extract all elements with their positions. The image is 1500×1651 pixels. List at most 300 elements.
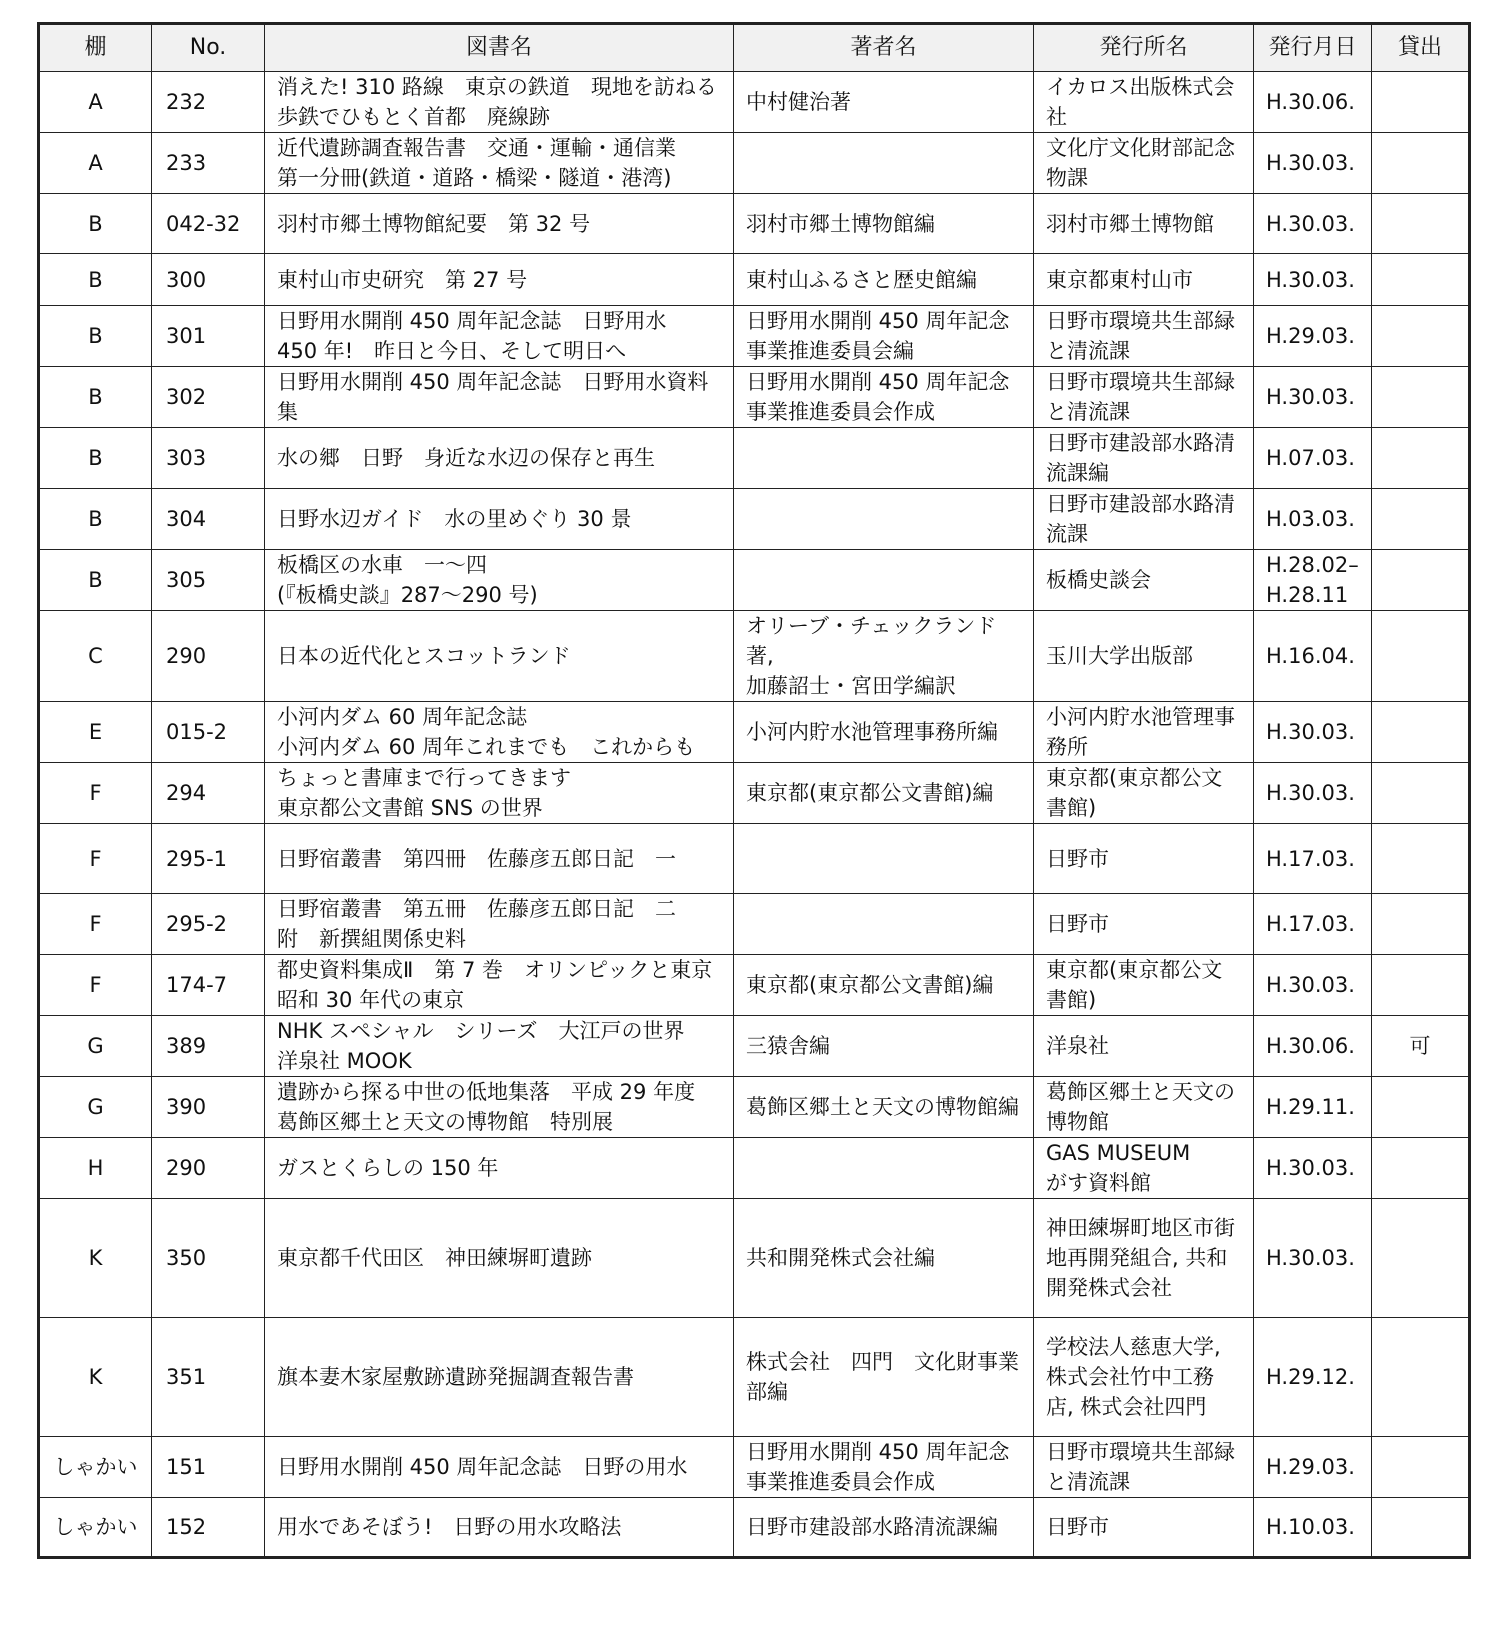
cell-date-text: H.30.06.: [1266, 90, 1355, 114]
cell-date: [1254, 367, 1372, 428]
cell-shelf-text: F: [89, 973, 102, 997]
cell-lend: [1372, 133, 1470, 194]
cell-lend: [1372, 489, 1470, 550]
cell-lend: [1372, 611, 1470, 702]
cell-title-text: 旗本妻木家屋敷跡遺跡発掘調査報告書: [277, 1365, 634, 1389]
cell-shelf-text: K: [88, 1246, 103, 1270]
cell-title: [265, 702, 734, 763]
cell-publisher: [1034, 72, 1254, 133]
table-row: [39, 1318, 1470, 1437]
cell-title-text: 日本の近代化とスコットランド: [277, 644, 571, 668]
cell-shelf: [39, 1199, 152, 1318]
cell-lend: [1372, 72, 1470, 133]
cell-date: [1254, 702, 1372, 763]
cell-date: [1254, 611, 1372, 702]
cell-title-text: 遺跡から探る中世の低地集落 平成 29 年度 葛飾区郷土と天文の博物館 特別展: [277, 1080, 696, 1134]
cell-shelf-text: G: [87, 1095, 104, 1119]
cell-lend: [1372, 1437, 1470, 1498]
cell-title: [265, 1437, 734, 1498]
cell-title-text: 日野用水開削 450 周年記念誌 日野用水 450 年! 昨日と今日、そして明日へ: [277, 309, 667, 363]
cell-lend: [1372, 1016, 1470, 1077]
cell-date-text: H.30.03.: [1266, 1156, 1355, 1180]
cell-number-text: 294: [166, 781, 207, 805]
cell-title-text: 東村山市史研究 第 27 号: [277, 267, 528, 292]
table-row: [39, 1437, 1470, 1498]
header-title: 図書名: [265, 24, 734, 72]
cell-date-text: H.30.03.: [1266, 1246, 1355, 1270]
cell-author-text: 日野用水開削 450 周年記念事業推進委員会作成: [746, 370, 1010, 424]
table-row: [39, 1138, 1470, 1199]
cell-number-text: 174-7: [166, 973, 228, 997]
cell-title-text: 羽村市郷土博物館紀要 第 32 号: [277, 211, 591, 236]
cell-author: [734, 702, 1034, 763]
cell-date-text: H.29.12.: [1266, 1365, 1355, 1389]
cell-shelf-text: C: [88, 644, 103, 668]
cell-title-text: 日野宿叢書 第五冊 佐藤彦五郎日記 二 附 新撰組関係史料: [277, 897, 676, 951]
cell-date: [1254, 1138, 1372, 1199]
cell-number-text: 350: [166, 1246, 207, 1270]
cell-publisher: [1034, 1016, 1254, 1077]
table-row: [39, 72, 1470, 133]
cell-date-text: H.29.11.: [1266, 1095, 1355, 1119]
cell-publisher-text: 神田練塀町地区市街地再開発組合, 共和開発株式会社: [1046, 1216, 1235, 1300]
cell-publisher-text: 葛飾区郷土と天文の博物館: [1046, 1080, 1235, 1134]
cell-author-text: 共和開発株式会社編: [746, 1246, 935, 1270]
cell-author: [734, 1318, 1034, 1437]
cell-author-text: 羽村市郷土博物館編: [746, 211, 935, 236]
cell-title-text: 用水であそぼう! 日野の用水攻略法: [277, 1515, 622, 1539]
cell-shelf: [39, 1498, 152, 1558]
cell-author: [734, 1199, 1034, 1318]
table-row: [39, 763, 1470, 824]
cell-publisher-text: 日野市環境共生部緑と清流課: [1046, 370, 1235, 424]
cell-publisher: [1034, 550, 1254, 611]
cell-date-text: H.30.03.: [1266, 211, 1355, 236]
cell-number: [152, 611, 265, 702]
cell-shelf-text: A: [88, 90, 103, 114]
cell-shelf: [39, 702, 152, 763]
cell-publisher: [1034, 367, 1254, 428]
cell-number: [152, 894, 265, 955]
cell-shelf: [39, 1437, 152, 1498]
table-row: [39, 428, 1470, 489]
cell-author-text: 葛飾区郷土と天文の博物館編: [746, 1095, 1019, 1119]
cell-number: [152, 702, 265, 763]
cell-lend: [1372, 550, 1470, 611]
cell-lend: [1372, 1498, 1470, 1558]
cell-publisher: [1034, 1437, 1254, 1498]
cell-title-text: NHK スペシャル シリーズ 大江戸の世界 洋泉社 MOOK: [277, 1019, 685, 1073]
cell-publisher: [1034, 254, 1254, 306]
cell-lend: [1372, 1318, 1470, 1437]
cell-number: [152, 489, 265, 550]
cell-author-text: 小河内貯水池管理事務所編: [746, 720, 998, 744]
cell-title: [265, 489, 734, 550]
cell-lend: [1372, 306, 1470, 367]
cell-shelf: [39, 367, 152, 428]
cell-title-text: 都史資料集成Ⅱ 第 7 巻 オリンピックと東京 昭和 30 年代の東京: [277, 958, 713, 1012]
cell-publisher: [1034, 194, 1254, 254]
cell-shelf: [39, 1016, 152, 1077]
cell-date-text: H.28.02– H.28.11: [1266, 553, 1359, 607]
cell-lend: [1372, 702, 1470, 763]
cell-number: [152, 1498, 265, 1558]
table-row: [39, 611, 1470, 702]
table-row: [39, 894, 1470, 955]
cell-publisher: [1034, 611, 1254, 702]
cell-author: [734, 428, 1034, 489]
cell-publisher-text: 日野市建設部水路清流課編: [1046, 431, 1235, 485]
cell-title: [265, 428, 734, 489]
cell-title-text: ガスとくらしの 150 年: [277, 1156, 499, 1180]
cell-author-text: 日野用水開削 450 周年記念事業推進委員会編: [746, 309, 1010, 363]
cell-date-text: H.29.03.: [1266, 1455, 1355, 1479]
cell-publisher-text: 洋泉社: [1046, 1034, 1109, 1058]
cell-title: [265, 763, 734, 824]
cell-author-text: 東村山ふるさと歴史館編: [746, 267, 977, 292]
cell-lend: [1372, 428, 1470, 489]
cell-date-text: H.03.03.: [1266, 507, 1355, 531]
header-date: 発行月日: [1254, 24, 1372, 72]
cell-publisher: [1034, 894, 1254, 955]
cell-date: [1254, 254, 1372, 306]
cell-date-text: H.29.03.: [1266, 324, 1355, 348]
cell-publisher: [1034, 1498, 1254, 1558]
cell-lend: [1372, 824, 1470, 894]
cell-number-text: 303: [166, 446, 207, 470]
cell-date-text: H.17.03.: [1266, 912, 1355, 936]
cell-number: [152, 1437, 265, 1498]
table-row: [39, 550, 1470, 611]
cell-shelf: [39, 306, 152, 367]
cell-shelf: [39, 1138, 152, 1199]
cell-number: [152, 428, 265, 489]
cell-author: [734, 894, 1034, 955]
cell-shelf-text: K: [88, 1365, 103, 1389]
cell-title: [265, 1318, 734, 1437]
cell-publisher-text: 板橋史談会: [1046, 568, 1151, 592]
cell-publisher-text: 日野市: [1046, 912, 1109, 936]
table-row: [39, 1498, 1470, 1558]
cell-publisher: [1034, 702, 1254, 763]
cell-lend: [1372, 1077, 1470, 1138]
cell-number: [152, 1016, 265, 1077]
cell-date: [1254, 1498, 1372, 1558]
cell-title: [265, 611, 734, 702]
cell-shelf-text: B: [88, 385, 103, 409]
cell-lend: [1372, 1199, 1470, 1318]
cell-number-text: 301: [166, 324, 207, 348]
cell-publisher: [1034, 489, 1254, 550]
cell-shelf-text: F: [89, 781, 102, 805]
header-lend: 貸出: [1372, 24, 1470, 72]
cell-lend: [1372, 194, 1470, 254]
cell-publisher-text: GAS MUSEUM がす資料館: [1046, 1141, 1191, 1195]
cell-date: [1254, 428, 1372, 489]
cell-title-text: 日野宿叢書 第四冊 佐藤彦五郎日記 一: [277, 846, 676, 871]
cell-title: [265, 194, 734, 254]
cell-shelf-text: B: [88, 568, 103, 592]
cell-shelf-text: G: [87, 1034, 104, 1058]
header-author: 著者名: [734, 24, 1034, 72]
cell-title: [265, 1077, 734, 1138]
cell-shelf-text: B: [88, 507, 103, 531]
cell-title: [265, 1199, 734, 1318]
header-no: No.: [152, 24, 265, 72]
cell-number: [152, 550, 265, 611]
cell-date-text: H.30.03.: [1266, 781, 1355, 805]
book-list-sheet: [37, 22, 1468, 1559]
cell-publisher: [1034, 133, 1254, 194]
cell-publisher-text: 日野市環境共生部緑と清流課: [1046, 1440, 1235, 1494]
cell-date-text: H.10.03.: [1266, 1515, 1355, 1539]
cell-number: [152, 1199, 265, 1318]
cell-title-text: 日野水辺ガイド 水の里めぐり 30 景: [277, 507, 632, 531]
header-shelf: 棚: [39, 24, 152, 72]
cell-title: [265, 306, 734, 367]
cell-number-text: 042-32: [166, 211, 241, 236]
cell-publisher: [1034, 824, 1254, 894]
table-row: [39, 824, 1470, 894]
cell-lend: [1372, 763, 1470, 824]
cell-shelf: [39, 824, 152, 894]
cell-shelf-text: しゃかい: [53, 1515, 138, 1539]
cell-author: [734, 72, 1034, 133]
header-publisher: 発行所名: [1034, 24, 1254, 72]
cell-publisher-text: 東京都東村山市: [1046, 267, 1193, 292]
cell-publisher-text: 学校法人慈恵大学, 株式会社竹中工務店, 株式会社四門: [1046, 1335, 1221, 1419]
cell-shelf: [39, 194, 152, 254]
cell-author: [734, 611, 1034, 702]
cell-title: [265, 1016, 734, 1077]
cell-shelf: [39, 955, 152, 1016]
cell-date: [1254, 1437, 1372, 1498]
cell-date-text: H.30.03.: [1266, 385, 1355, 409]
cell-publisher-text: 羽村市郷土博物館: [1046, 211, 1214, 236]
table-row: [39, 133, 1470, 194]
cell-author: [734, 367, 1034, 428]
cell-title-text: 小河内ダム 60 周年記念誌 小河内ダム 60 周年これまでも これからも: [277, 705, 696, 759]
cell-date-text: H.16.04.: [1266, 644, 1355, 668]
cell-shelf: [39, 489, 152, 550]
cell-number: [152, 254, 265, 306]
cell-shelf-text: しゃかい: [53, 1455, 138, 1479]
cell-publisher-text: 文化庁文化財部記念物課: [1046, 136, 1235, 190]
cell-number-text: 290: [166, 1156, 207, 1180]
cell-lend: [1372, 367, 1470, 428]
table-row: [39, 489, 1470, 550]
cell-date: [1254, 133, 1372, 194]
cell-date: [1254, 1199, 1372, 1318]
cell-publisher: [1034, 1077, 1254, 1138]
cell-number-text: 233: [166, 151, 207, 175]
cell-author: [734, 955, 1034, 1016]
cell-shelf: [39, 72, 152, 133]
cell-publisher-text: イカロス出版株式会社: [1046, 75, 1235, 129]
cell-author-text: 三猿舎編: [746, 1034, 830, 1058]
cell-publisher-text: 小河内貯水池管理事務所: [1046, 705, 1235, 759]
header-row: [39, 24, 1470, 72]
cell-number: [152, 194, 265, 254]
cell-publisher-text: 日野市建設部水路清流課: [1046, 492, 1235, 546]
cell-date: [1254, 194, 1372, 254]
cell-number-text: 351: [166, 1365, 207, 1389]
cell-shelf: [39, 428, 152, 489]
cell-shelf-text: F: [89, 846, 102, 871]
cell-number-text: 015-2: [166, 720, 228, 744]
cell-author: [734, 1077, 1034, 1138]
cell-date: [1254, 824, 1372, 894]
cell-author-text: 株式会社 四門 文化財事業部編: [746, 1350, 1019, 1404]
cell-author: [734, 824, 1034, 894]
cell-author-text: 日野用水開削 450 周年記念事業推進委員会作成: [746, 1440, 1010, 1494]
cell-author-text: 東京都(東京都公文書館)編: [746, 781, 994, 805]
cell-publisher-text: 日野市: [1046, 846, 1109, 871]
cell-date: [1254, 763, 1372, 824]
cell-number: [152, 1138, 265, 1199]
table-row: [39, 254, 1470, 306]
cell-shelf-text: B: [88, 324, 103, 348]
cell-publisher: [1034, 1318, 1254, 1437]
cell-title: [265, 72, 734, 133]
cell-lend: [1372, 254, 1470, 306]
cell-title-text: 日野用水開削 450 周年記念誌 日野の用水: [277, 1455, 688, 1479]
cell-title-text: 日野用水開削 450 周年記念誌 日野用水資料集: [277, 370, 709, 424]
cell-author-text: 日野市建設部水路清流課編: [746, 1515, 998, 1539]
cell-date-text: H.07.03.: [1266, 446, 1355, 470]
cell-author: [734, 1437, 1034, 1498]
table-row: [39, 194, 1470, 254]
cell-number: [152, 306, 265, 367]
cell-publisher: [1034, 306, 1254, 367]
cell-publisher-text: 東京都(東京都公文書館): [1046, 958, 1223, 1012]
cell-date-text: H.30.06.: [1266, 1034, 1355, 1058]
cell-date-text: H.30.03.: [1266, 720, 1355, 744]
cell-author: [734, 763, 1034, 824]
cell-number: [152, 1077, 265, 1138]
cell-author: [734, 194, 1034, 254]
cell-lend: [1372, 955, 1470, 1016]
table-row: [39, 702, 1470, 763]
book-table: [37, 22, 1471, 1559]
cell-shelf-text: B: [88, 446, 103, 470]
cell-author: [734, 254, 1034, 306]
cell-lend-text: 可: [1409, 1034, 1431, 1058]
cell-shelf-text: B: [88, 211, 103, 236]
cell-number: [152, 763, 265, 824]
cell-title: [265, 367, 734, 428]
cell-number-text: 295-1: [166, 846, 228, 871]
cell-number-text: 302: [166, 385, 207, 409]
cell-publisher: [1034, 955, 1254, 1016]
cell-number-text: 151: [166, 1455, 207, 1479]
cell-number: [152, 955, 265, 1016]
cell-title-text: 板橋区の水車 一～四 (『板橋史談』287～290 号): [277, 553, 538, 607]
cell-title: [265, 1498, 734, 1558]
cell-lend: [1372, 1138, 1470, 1199]
cell-title-text: 近代遺跡調査報告書 交通・運輸・通信業 第一分冊(鉄道・道路・橋梁・隧道・港湾): [277, 136, 676, 190]
cell-publisher: [1034, 1199, 1254, 1318]
cell-date: [1254, 72, 1372, 133]
cell-date-text: H.17.03.: [1266, 846, 1355, 871]
cell-number-text: 300: [166, 267, 207, 292]
cell-publisher: [1034, 1138, 1254, 1199]
cell-date: [1254, 550, 1372, 611]
cell-date: [1254, 1016, 1372, 1077]
cell-shelf: [39, 133, 152, 194]
cell-publisher-text: 日野市環境共生部緑と清流課: [1046, 309, 1235, 363]
cell-number: [152, 133, 265, 194]
cell-shelf-text: B: [88, 267, 103, 292]
cell-title: [265, 955, 734, 1016]
cell-number-text: 305: [166, 568, 207, 592]
cell-number-text: 390: [166, 1095, 207, 1119]
cell-author-text: オリーブ・チェックランド著, 加藤詔士・宮田学編訳: [746, 614, 997, 698]
cell-date: [1254, 1077, 1372, 1138]
cell-author-text: 東京都(東京都公文書館)編: [746, 973, 994, 997]
cell-number: [152, 1318, 265, 1437]
cell-date: [1254, 955, 1372, 1016]
cell-author-text: 中村健治著: [746, 90, 851, 114]
cell-title: [265, 1138, 734, 1199]
cell-title: [265, 894, 734, 955]
cell-author: [734, 1138, 1034, 1199]
cell-shelf: [39, 1077, 152, 1138]
cell-number-text: 295-2: [166, 912, 228, 936]
cell-title-text: ちょっと書庫まで行ってきます 東京都公文書館 SNS の世界: [277, 766, 571, 820]
cell-number: [152, 72, 265, 133]
cell-title-text: 消えた! 310 路線 東京の鉄道 現地を訪ねる歩鉄でひもとく首都 廃線跡: [277, 75, 717, 129]
cell-lend: [1372, 894, 1470, 955]
cell-author: [734, 489, 1034, 550]
cell-author: [734, 133, 1034, 194]
table-body: [39, 72, 1470, 1558]
cell-date-text: H.30.03.: [1266, 151, 1355, 175]
table-row: [39, 1016, 1470, 1077]
cell-number-text: 304: [166, 507, 207, 531]
cell-shelf-text: F: [89, 912, 102, 936]
table-row: [39, 955, 1470, 1016]
cell-shelf: [39, 894, 152, 955]
cell-date-text: H.30.03.: [1266, 267, 1355, 292]
cell-shelf: [39, 763, 152, 824]
cell-number: [152, 824, 265, 894]
cell-shelf: [39, 611, 152, 702]
table-row: [39, 1077, 1470, 1138]
cell-number: [152, 367, 265, 428]
cell-title: [265, 824, 734, 894]
cell-publisher-text: 東京都(東京都公文書館): [1046, 766, 1223, 820]
cell-shelf: [39, 254, 152, 306]
cell-title-text: 東京都千代田区 神田練塀町遺跡: [277, 1246, 592, 1270]
cell-publisher-text: 玉川大学出版部: [1046, 644, 1193, 668]
cell-author: [734, 1016, 1034, 1077]
cell-number-text: 152: [166, 1515, 207, 1539]
cell-shelf: [39, 1318, 152, 1437]
cell-number-text: 389: [166, 1034, 207, 1058]
cell-title: [265, 550, 734, 611]
table-row: [39, 367, 1470, 428]
cell-shelf-text: A: [88, 151, 103, 175]
cell-title: [265, 254, 734, 306]
cell-date: [1254, 306, 1372, 367]
cell-shelf-text: E: [88, 720, 103, 744]
cell-number-text: 232: [166, 90, 207, 114]
cell-number-text: 290: [166, 644, 207, 668]
cell-author: [734, 1498, 1034, 1558]
cell-author: [734, 550, 1034, 611]
table-row: [39, 1199, 1470, 1318]
